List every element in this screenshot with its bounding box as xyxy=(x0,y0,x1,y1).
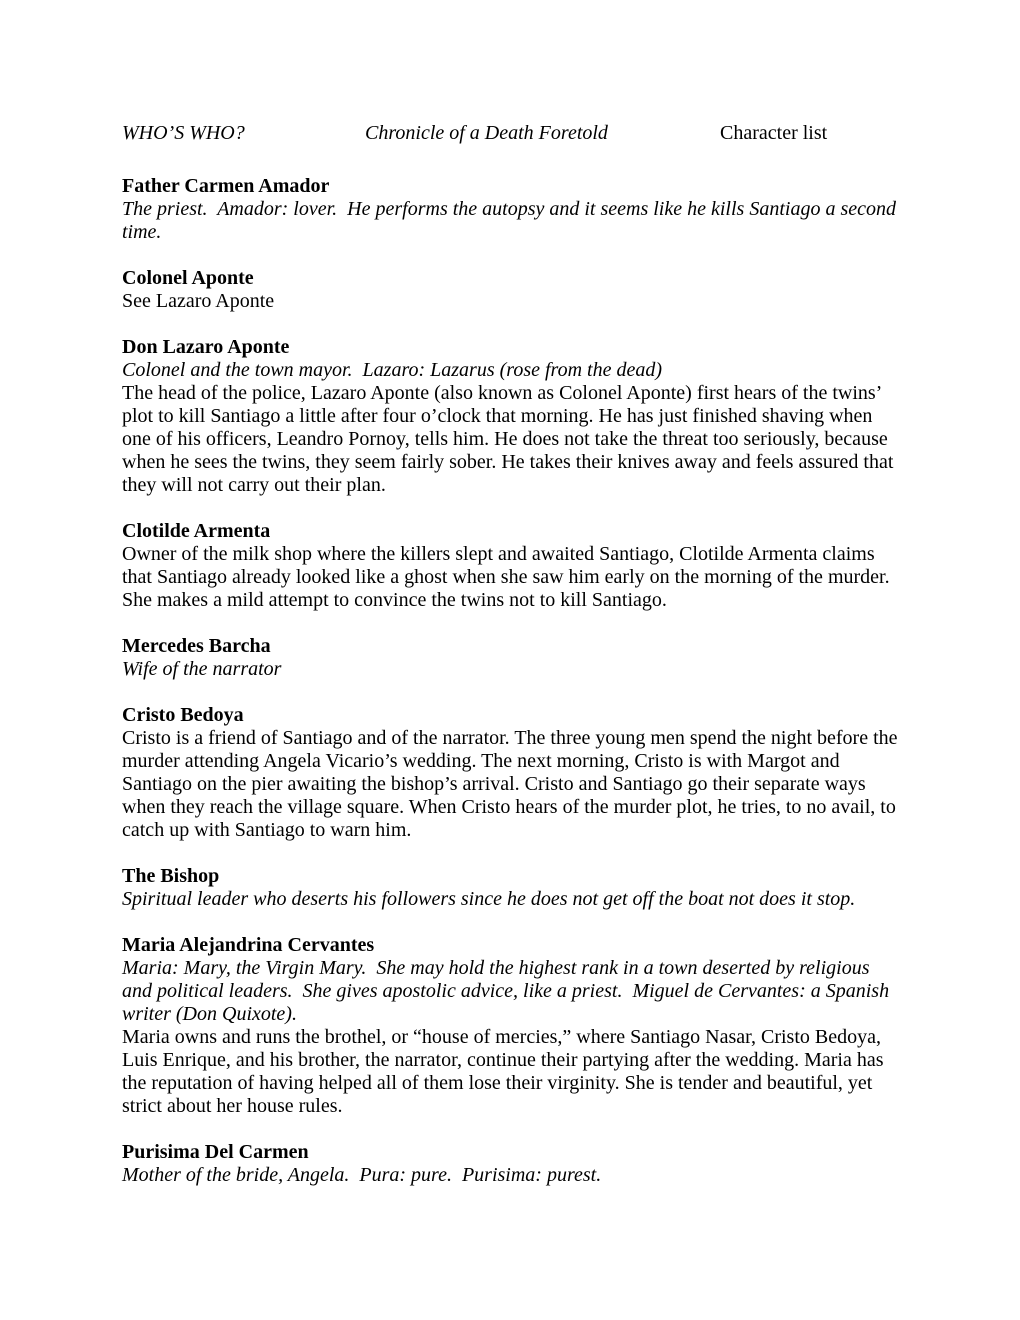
header-character-list-label: Character list xyxy=(720,122,828,144)
character-entry xyxy=(122,336,902,497)
character-entry xyxy=(122,635,902,681)
character-description: Cristo is a friend of Santiago and of the narrator. The three young men spend the night before the murder attending Angela Vicario’s wedding. The next morning, Cristo is with Margot and Santiago on the pier awaiting the bishop’s arrival. Cristo and Santiago go their separate ways when they reach the village square. When Cristo hears of the murder plot, he tries, to no avail, to catch up with Santiago to warn him. xyxy=(122,727,903,841)
character-name: Cristo Bedoya xyxy=(122,704,244,726)
character-entry xyxy=(122,520,902,612)
character-name: Purisima Del Carmen xyxy=(122,1141,309,1163)
character-entry xyxy=(122,865,902,911)
character-name: Colonel Aponte xyxy=(122,267,254,289)
document-header xyxy=(122,122,900,148)
character-entry xyxy=(122,934,902,1118)
character-entry xyxy=(122,267,902,313)
character-entry xyxy=(122,175,902,244)
character-entry xyxy=(122,1141,902,1187)
character-name: Don Lazaro Aponte xyxy=(122,336,290,358)
character-description: See Lazaro Aponte xyxy=(122,290,275,312)
character-description: Colonel and the town mayor. Lazaro: Lazarus (rose from the dead) xyxy=(122,359,662,381)
character-name: Maria Alejandrina Cervantes xyxy=(122,934,375,956)
character-description: Wife of the narrator xyxy=(122,658,282,680)
header-whos-who: WHO’S WHO? xyxy=(122,122,245,144)
header-book-title: Chronicle of a Death Foretold xyxy=(365,122,608,144)
character-name: Father Carmen Amador xyxy=(122,175,330,197)
character-description: Owner of the milk shop where the killers slept and awaited Santiago, Clotilde Armenta claims that Santiago already looked like a ghost when she saw him early on the morning of the murder. She makes a mild attempt to convince the twins not to kill Santiago. xyxy=(122,543,895,611)
character-entry xyxy=(122,704,902,842)
character-description: Maria: Mary, the Virgin Mary. She may hold the highest rank in a town deserted by religious and political leaders. She gives apostolic advice, like a priest. Miguel de Cervantes: a Spanish writer (Don Quixote). xyxy=(122,957,895,1025)
character-description: The priest. Amador: lover. He performs the autopsy and it seems like he kills Santiago a second time. xyxy=(122,198,901,243)
entries xyxy=(122,175,902,1187)
character-name: Mercedes Barcha xyxy=(122,635,271,657)
character-description: Mother of the bride, Angela. Pura: pure. Purisima: purest. xyxy=(122,1164,602,1186)
character-description: Spiritual leader who deserts his followers since he does not get off the boat not does it stop. xyxy=(122,888,856,910)
character-name: The Bishop xyxy=(122,865,220,887)
character-description: The head of the police, Lazaro Aponte (also known as Colonel Aponte) first hears of the twins’ plot to kill Santiago a little after four o’clock that morning. He has just finished shaving when one of his officers, Leandro Pornoy, tells him. He does not take the threat too seriously, because when he sees the twins, they seem fairly sober. He takes their knives away and feels assured that they will not carry out their plan. xyxy=(122,382,899,496)
character-name: Clotilde Armenta xyxy=(122,520,271,542)
character-description: Maria owns and runs the brothel, or “house of mercies,” where Santiago Nasar, Cristo Bedoya, Luis Enrique, and his brother, the narrator, continue their partying after the wedding. Maria has the reputation of having helped all of them lose their virginity. She is tender and beautiful, yet strict about her house rules. xyxy=(122,1026,889,1117)
